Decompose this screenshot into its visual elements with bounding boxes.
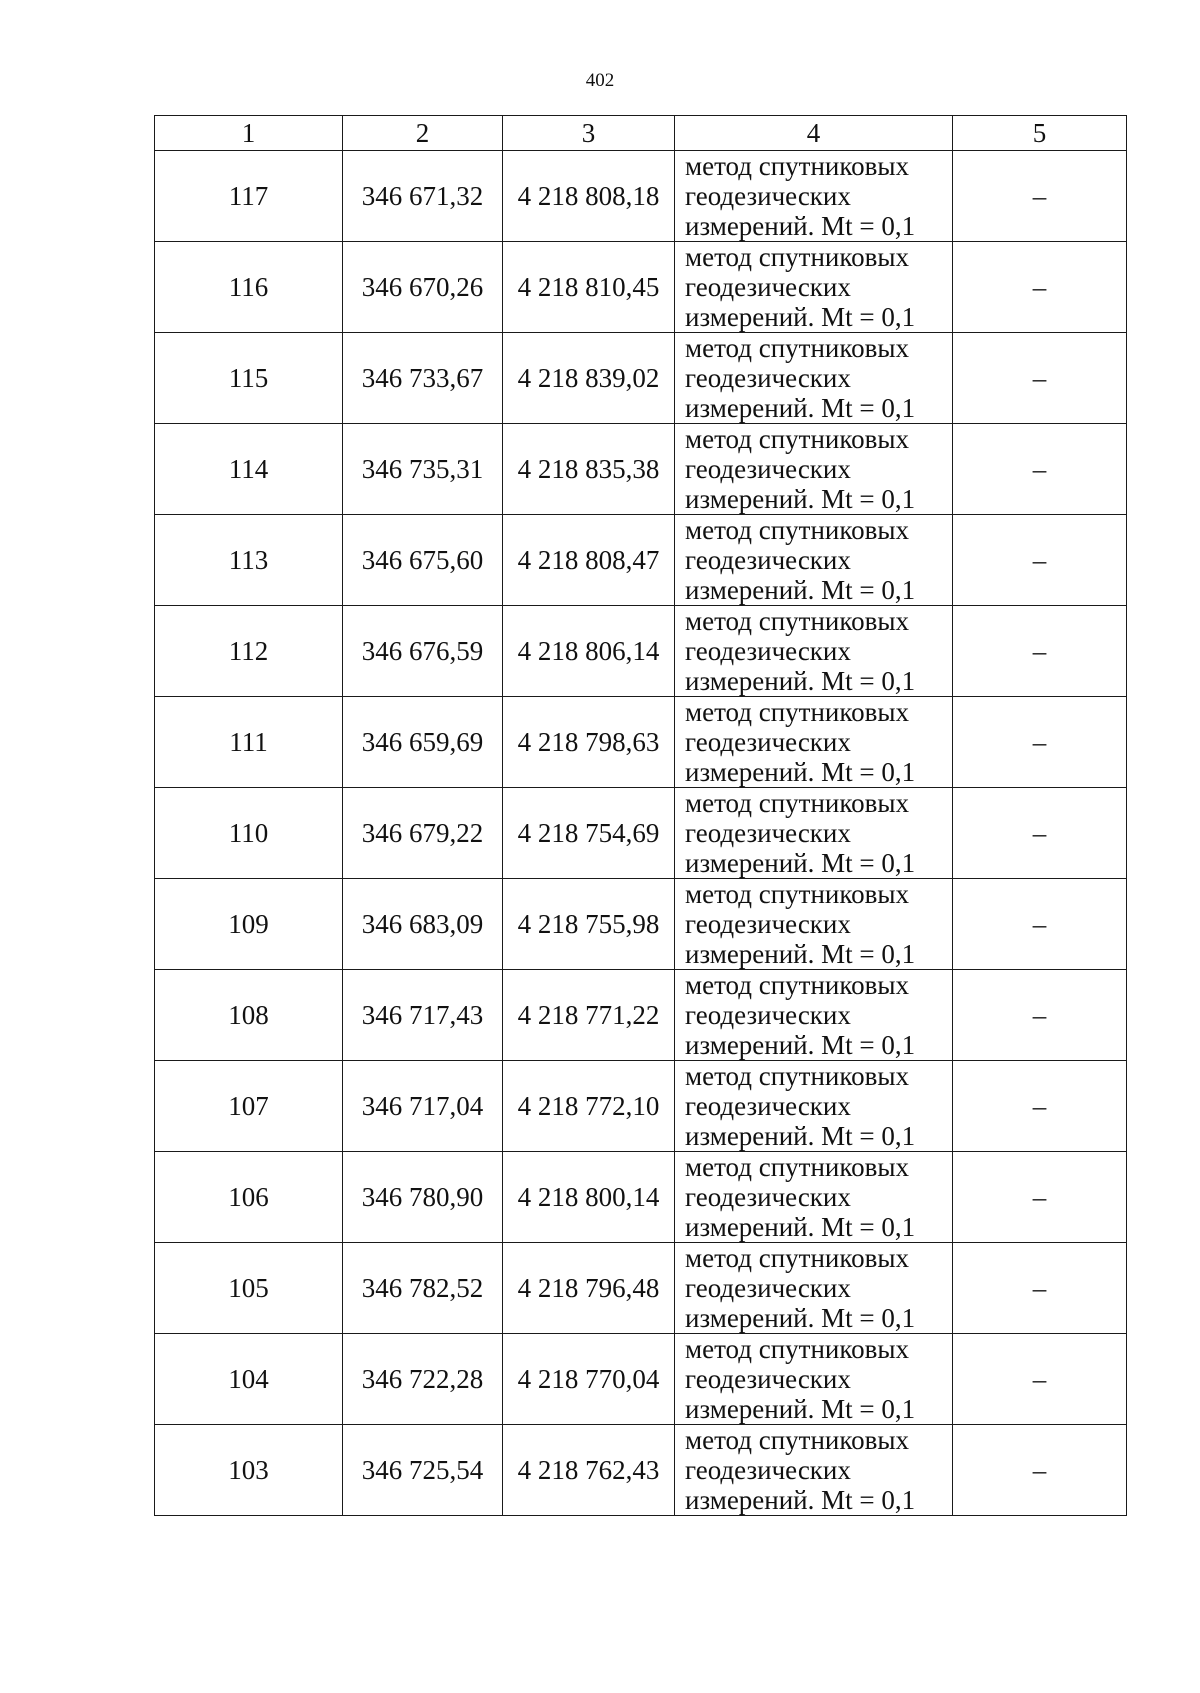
coordinates-table: [154, 115, 1127, 1516]
page-number: 402: [585, 70, 615, 91]
point-number-cell: 108: [155, 970, 343, 1061]
point-number-cell: 103: [155, 1425, 343, 1516]
point-number-cell: 104: [155, 1334, 343, 1425]
method-description-cell: метод спутниковых геодезических измерений. Mt = 0,1: [675, 242, 953, 333]
x-coordinate-cell: 346 717,04: [343, 1061, 503, 1152]
note-cell: –: [953, 333, 1127, 424]
method-description-cell: метод спутниковых геодезических измерений. Mt = 0,1: [675, 1152, 953, 1243]
point-number-cell: 114: [155, 424, 343, 515]
point-number-cell: 117: [155, 151, 343, 242]
table-row: [155, 970, 1127, 1061]
point-number-cell: 112: [155, 606, 343, 697]
table-row: [155, 515, 1127, 606]
table-row: [155, 424, 1127, 515]
table-row: [155, 242, 1127, 333]
table-row: [155, 879, 1127, 970]
column-header-4: 4: [675, 116, 953, 151]
method-description-cell: метод спутниковых геодезических измерений. Mt = 0,1: [675, 697, 953, 788]
point-number-cell: 106: [155, 1152, 343, 1243]
note-cell: –: [953, 788, 1127, 879]
column-header-5: 5: [953, 116, 1127, 151]
note-cell: –: [953, 879, 1127, 970]
method-description-cell: метод спутниковых геодезических измерений. Mt = 0,1: [675, 879, 953, 970]
method-description-cell: метод спутниковых геодезических измерений. Mt = 0,1: [675, 424, 953, 515]
x-coordinate-cell: 346 671,32: [343, 151, 503, 242]
point-number-cell: 105: [155, 1243, 343, 1334]
y-coordinate-cell: 4 218 796,48: [503, 1243, 675, 1334]
table-row: [155, 1425, 1127, 1516]
x-coordinate-cell: 346 717,43: [343, 970, 503, 1061]
y-coordinate-cell: 4 218 762,43: [503, 1425, 675, 1516]
y-coordinate-cell: 4 218 806,14: [503, 606, 675, 697]
x-coordinate-cell: 346 679,22: [343, 788, 503, 879]
table-row: [155, 1243, 1127, 1334]
x-coordinate-cell: 346 659,69: [343, 697, 503, 788]
table-row: [155, 788, 1127, 879]
column-header-2: 2: [343, 116, 503, 151]
point-number-cell: 113: [155, 515, 343, 606]
table-row: [155, 1334, 1127, 1425]
table-row: [155, 1152, 1127, 1243]
note-cell: –: [953, 1334, 1127, 1425]
point-number-cell: 109: [155, 879, 343, 970]
note-cell: –: [953, 1425, 1127, 1516]
x-coordinate-cell: 346 780,90: [343, 1152, 503, 1243]
point-number-cell: 107: [155, 1061, 343, 1152]
x-coordinate-cell: 346 733,67: [343, 333, 503, 424]
note-cell: –: [953, 1061, 1127, 1152]
y-coordinate-cell: 4 218 755,98: [503, 879, 675, 970]
y-coordinate-cell: 4 218 839,02: [503, 333, 675, 424]
note-cell: –: [953, 697, 1127, 788]
table-row: [155, 151, 1127, 242]
y-coordinate-cell: 4 218 808,47: [503, 515, 675, 606]
method-description-cell: метод спутниковых геодезических измерений. Mt = 0,1: [675, 970, 953, 1061]
y-coordinate-cell: 4 218 808,18: [503, 151, 675, 242]
method-description-cell: метод спутниковых геодезических измерений. Mt = 0,1: [675, 333, 953, 424]
point-number-cell: 116: [155, 242, 343, 333]
method-description-cell: метод спутниковых геодезических измерений. Mt = 0,1: [675, 788, 953, 879]
note-cell: –: [953, 424, 1127, 515]
note-cell: –: [953, 151, 1127, 242]
point-number-cell: 110: [155, 788, 343, 879]
table-body: [155, 151, 1127, 1516]
note-cell: –: [953, 970, 1127, 1061]
x-coordinate-cell: 346 670,26: [343, 242, 503, 333]
x-coordinate-cell: 346 675,60: [343, 515, 503, 606]
x-coordinate-cell: 346 735,31: [343, 424, 503, 515]
method-description-cell: метод спутниковых геодезических измерений. Mt = 0,1: [675, 1425, 953, 1516]
column-header-3: 3: [503, 116, 675, 151]
table-row: [155, 1061, 1127, 1152]
method-description-cell: метод спутниковых геодезических измерений. Mt = 0,1: [675, 1061, 953, 1152]
column-header-1: 1: [155, 116, 343, 151]
table-row: [155, 697, 1127, 788]
note-cell: –: [953, 1243, 1127, 1334]
x-coordinate-cell: 346 683,09: [343, 879, 503, 970]
x-coordinate-cell: 346 725,54: [343, 1425, 503, 1516]
table-header-row: [155, 116, 1127, 151]
y-coordinate-cell: 4 218 810,45: [503, 242, 675, 333]
y-coordinate-cell: 4 218 835,38: [503, 424, 675, 515]
table-row: [155, 606, 1127, 697]
note-cell: –: [953, 1152, 1127, 1243]
x-coordinate-cell: 346 676,59: [343, 606, 503, 697]
point-number-cell: 115: [155, 333, 343, 424]
y-coordinate-cell: 4 218 770,04: [503, 1334, 675, 1425]
y-coordinate-cell: 4 218 771,22: [503, 970, 675, 1061]
note-cell: –: [953, 606, 1127, 697]
method-description-cell: метод спутниковых геодезических измерений. Mt = 0,1: [675, 606, 953, 697]
table-row: [155, 333, 1127, 424]
note-cell: –: [953, 515, 1127, 606]
method-description-cell: метод спутниковых геодезических измерений. Mt = 0,1: [675, 515, 953, 606]
y-coordinate-cell: 4 218 798,63: [503, 697, 675, 788]
y-coordinate-cell: 4 218 800,14: [503, 1152, 675, 1243]
method-description-cell: метод спутниковых геодезических измерений. Mt = 0,1: [675, 1334, 953, 1425]
x-coordinate-cell: 346 722,28: [343, 1334, 503, 1425]
point-number-cell: 111: [155, 697, 343, 788]
x-coordinate-cell: 346 782,52: [343, 1243, 503, 1334]
method-description-cell: метод спутниковых геодезических измерений. Mt = 0,1: [675, 151, 953, 242]
note-cell: –: [953, 242, 1127, 333]
y-coordinate-cell: 4 218 754,69: [503, 788, 675, 879]
method-description-cell: метод спутниковых геодезических измерений. Mt = 0,1: [675, 1243, 953, 1334]
y-coordinate-cell: 4 218 772,10: [503, 1061, 675, 1152]
